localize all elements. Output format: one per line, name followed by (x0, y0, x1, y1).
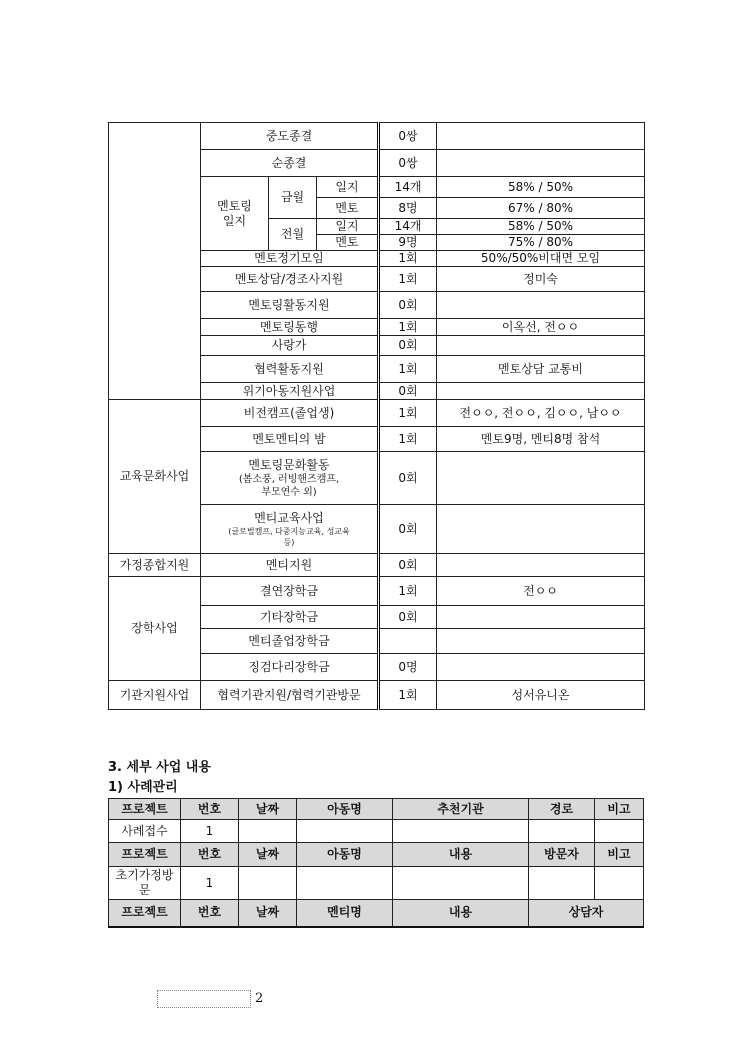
row-value: 0회 (379, 554, 437, 577)
row-note (437, 383, 645, 400)
header-referrer: 추천기관 (393, 799, 529, 820)
row-note: 이옥선, 전ㅇㅇ (437, 319, 645, 336)
scholarship-category: 장학사업 (109, 577, 201, 681)
cell-project: 사례접수 (109, 820, 181, 843)
header-visitor: 방문자 (529, 843, 595, 867)
row-note: 멘토상담 교통비 (437, 356, 645, 383)
row-note: 성서유니온 (437, 681, 645, 710)
row-label: 멘토정기모임 (201, 251, 379, 267)
row-note (437, 629, 645, 654)
cell-empty (393, 820, 529, 843)
header-remarks: 비고 (595, 843, 644, 867)
row-note: 75% / 80% (437, 235, 645, 251)
row-value (379, 629, 437, 654)
cell-empty (595, 867, 644, 900)
header-remarks: 비고 (595, 799, 644, 820)
header-number: 번호 (181, 843, 239, 867)
row-value: 0회 (379, 336, 437, 356)
row-note (437, 554, 645, 577)
sub-label: 멘토 (317, 235, 379, 251)
sub-label: 일지 (317, 219, 379, 235)
row-note: 정미숙 (437, 267, 645, 292)
row-label: 중도종결 (201, 123, 379, 150)
family-category: 가정종합지원 (109, 554, 201, 577)
page-number: 2 (255, 991, 264, 1006)
cell-empty (595, 820, 644, 843)
cell-empty (297, 820, 393, 843)
sub-label: 일지 (317, 177, 379, 198)
row-label: 멘토링문화활동 (봄소풍, 러빙핸즈캠프, 부모연수 외) (201, 452, 379, 505)
header-number: 번호 (181, 799, 239, 820)
row-value: 1회 (379, 267, 437, 292)
row-note (437, 452, 645, 505)
row-note: 전ㅇㅇ (437, 577, 645, 606)
row-note: 멘토9명, 멘티8명 참석 (437, 427, 645, 452)
row-value: 1회 (379, 681, 437, 710)
row-label: 징검다리장학금 (201, 654, 379, 681)
row-label: 기타장학금 (201, 606, 379, 629)
row-value: 0명 (379, 654, 437, 681)
row-value: 8명 (379, 198, 437, 219)
row-value: 0회 (379, 383, 437, 400)
row-label: 멘토링활동지원 (201, 292, 379, 319)
row-value: 0회 (379, 292, 437, 319)
row-note: 50%/50%비대면 모임 (437, 251, 645, 267)
row-note (437, 123, 645, 150)
row-value: 0쌍 (379, 123, 437, 150)
header-date: 날짜 (239, 900, 297, 927)
institution-category: 기관지원사업 (109, 681, 201, 710)
row-label: 협력기관지원/협력기관방문 (201, 681, 379, 710)
row-label: 멘토멘티의 밤 (201, 427, 379, 452)
header-date: 날짜 (239, 843, 297, 867)
row-value: 9명 (379, 235, 437, 251)
cell-empty (529, 820, 595, 843)
row-value: 1회 (379, 427, 437, 452)
cell-empty (239, 820, 297, 843)
row-label: 멘티지원 (201, 554, 379, 577)
journal-label: 멘토링 일지 (201, 177, 269, 251)
this-month-label: 금월 (269, 177, 317, 219)
cell-number: 1 (181, 867, 239, 900)
row-note: 전ㅇㅇ, 전ㅇㅇ, 김ㅇㅇ, 남ㅇㅇ (437, 400, 645, 427)
row-value: 1회 (379, 356, 437, 383)
row-value: 1회 (379, 577, 437, 606)
row-note (437, 292, 645, 319)
case-management-table (108, 798, 644, 928)
header-project: 프로젝트 (109, 799, 181, 820)
footer-box (157, 990, 251, 1008)
row-note (437, 606, 645, 629)
row-label: 순종결 (201, 150, 379, 177)
section-title: 3. 세부 사업 내용 (108, 760, 211, 775)
row-label: 협력활동지원 (201, 356, 379, 383)
row-label: 비전캠프(졸업생) (201, 400, 379, 427)
header-mentee: 멘티명 (297, 900, 393, 927)
sub-label: 멘토 (317, 198, 379, 219)
row-note (437, 150, 645, 177)
row-label: 멘토상담/경조사지원 (201, 267, 379, 292)
row-note: 58% / 50% (437, 219, 645, 235)
cell-empty (529, 867, 595, 900)
row-label: 멘티졸업장학금 (201, 629, 379, 654)
last-month-label: 전월 (269, 219, 317, 251)
header-content: 내용 (393, 900, 529, 927)
edu-category: 교육문화사업 (109, 400, 201, 554)
row-note: 67% / 80% (437, 198, 645, 219)
row-value: 1회 (379, 251, 437, 267)
section-subtitle: 1) 사례관리 (108, 780, 178, 795)
row-value: 0회 (379, 452, 437, 505)
row-label: 결연장학금 (201, 577, 379, 606)
row-label: 멘토링동행 (201, 319, 379, 336)
header-date: 날짜 (239, 799, 297, 820)
cell-empty (393, 867, 529, 900)
cell-empty (297, 867, 393, 900)
row-label: 위기아동지원사업 (201, 383, 379, 400)
header-child: 아동명 (297, 843, 393, 867)
row-note (437, 654, 645, 681)
category-empty-cell (109, 123, 201, 400)
row-label: 사랑가 (201, 336, 379, 356)
row-label: 멘티교육사업 (글로벌캠프, 다중지능교육, 성교육 등) (201, 505, 379, 554)
cell-project: 초기가정방문 (109, 867, 181, 900)
activity-summary-table (108, 122, 645, 710)
row-value: 1회 (379, 319, 437, 336)
row-value: 1회 (379, 400, 437, 427)
header-number: 번호 (181, 900, 239, 927)
header-content: 내용 (393, 843, 529, 867)
header-project: 프로젝트 (109, 900, 181, 927)
row-value: 0회 (379, 606, 437, 629)
row-note (437, 336, 645, 356)
row-value: 14개 (379, 219, 437, 235)
cell-empty (239, 867, 297, 900)
row-note: 58% / 50% (437, 177, 645, 198)
row-value: 14개 (379, 177, 437, 198)
header-route: 경로 (529, 799, 595, 820)
header-child: 아동명 (297, 799, 393, 820)
row-value: 0회 (379, 505, 437, 554)
header-counselor: 상담자 (529, 900, 644, 927)
row-value: 0쌍 (379, 150, 437, 177)
cell-number: 1 (181, 820, 239, 843)
row-note (437, 505, 645, 554)
header-project: 프로젝트 (109, 843, 181, 867)
